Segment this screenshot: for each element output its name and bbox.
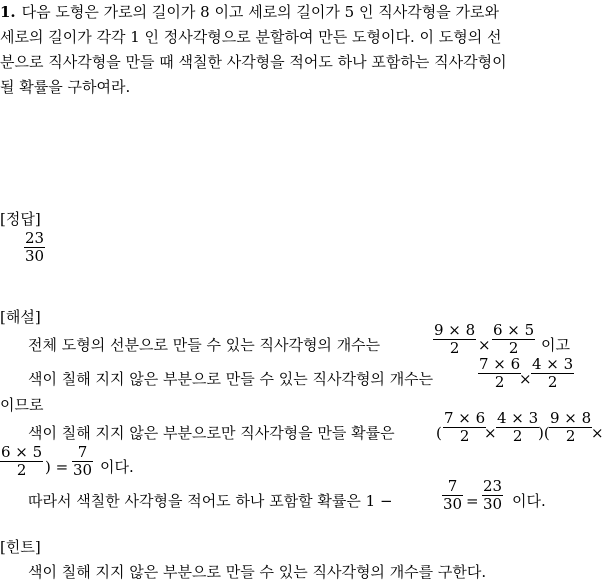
answer-denominator: 30 [25,247,45,265]
frac-numerator: 7 [447,477,458,495]
solution-line4-text: 색이 칠해 지지 않은 부분으로만 직사각형을 만들 확률은 [28,424,395,442]
problem-text-1: 다음 도형은 가로의 길이가 8 이고 세로의 길이가 5 인 직사각형을 가로와 [21,3,499,21]
solution-line4-frac1 [443,410,486,445]
solution-line1-end: 이고 [541,336,570,354]
frac-denominator: 2 [496,427,539,445]
frac-numerator: 6 × 5 [1,443,43,461]
frac-numerator: 4 × 3 [532,355,574,373]
frac-numerator: 9 × 8 [434,321,476,339]
frac-denominator: 2 [478,373,521,391]
solution-line4-paren: ( [436,424,442,442]
frac-numerator: 7 × 6 [479,355,521,373]
frac-denominator: 30 [443,495,463,513]
solution-line2-times: × [519,370,532,388]
frac-denominator: 30 [73,461,93,479]
solution-line2-frac2 [531,356,574,391]
solution-label: [해설] [0,308,41,326]
hint-text: 색이 칠해 지지 않은 부분으로 만들 수 있는 직사각형의 개수를 구한다. [28,563,487,581]
solution-line1-frac2 [492,322,535,357]
solution-line5-end: 이다. [100,458,134,476]
frac-denominator: 2 [433,339,476,357]
solution-line2-frac1 [478,356,521,391]
solution-line5-eq: ) = [45,458,69,476]
frac-numerator: 7 [77,443,88,461]
frac-denominator: 2 [549,427,592,445]
hint-label: [힌트] [0,538,41,556]
problem-number: 1. [0,3,16,21]
problem-line-1 [0,3,499,21]
solution-line6-eq: = [466,492,479,510]
frac-numerator: 6 × 5 [493,321,535,339]
frac-numerator: 4 × 3 [497,409,539,427]
problem-line-3: 분으로 직사각형을 만들 때 색칠한 사각형을 적어도 하나 포함하는 직사각형이 [0,53,507,71]
frac-numerator: 23 [483,477,503,495]
answer-fraction [24,230,45,265]
answer-label: [정답] [0,210,41,228]
solution-line4-mid: )( [538,424,550,442]
solution-line4-frac2 [496,410,539,445]
frac-denominator: 2 [492,339,535,357]
solution-line4-times2: × [591,424,604,442]
frac-numerator: 7 × 6 [444,409,486,427]
answer-numerator: 23 [25,229,45,247]
frac-denominator: 2 [0,461,43,479]
frac-numerator: 9 × 8 [550,409,592,427]
problem-line-2: 세로의 길이가 각각 1 인 정사각형으로 분할하여 만든 도형이다. 이 도형의 선 [0,28,502,46]
frac-denominator: 2 [443,427,486,445]
solution-line5-frac2 [72,444,93,479]
solution-line1-text: 전체 도형의 선분으로 만들 수 있는 직사각형의 개수는 [28,336,381,354]
solution-line6-frac1 [442,478,463,513]
frac-denominator: 30 [483,495,503,513]
solution-line5-frac1 [0,444,43,479]
solution-line6-frac2 [482,478,503,513]
solution-line2-text: 색이 칠해 지지 않은 부분으로 만들 수 있는 직사각형의 개수는 [28,370,434,388]
solution-line6-end: 이다. [512,492,546,510]
solution-line3-text: 이므로 [0,396,44,414]
problem-line-4: 될 확률을 구하여라. [0,78,131,96]
solution-line1-times: × [478,336,491,354]
solution-line4-times1: × [484,424,497,442]
frac-denominator: 2 [531,373,574,391]
solution-line4-frac3 [549,410,592,445]
solution-line1-frac1 [433,322,476,357]
solution-line6-text: 따라서 색칠한 사각형을 적어도 하나 포함할 확률은 1 − [28,492,393,510]
